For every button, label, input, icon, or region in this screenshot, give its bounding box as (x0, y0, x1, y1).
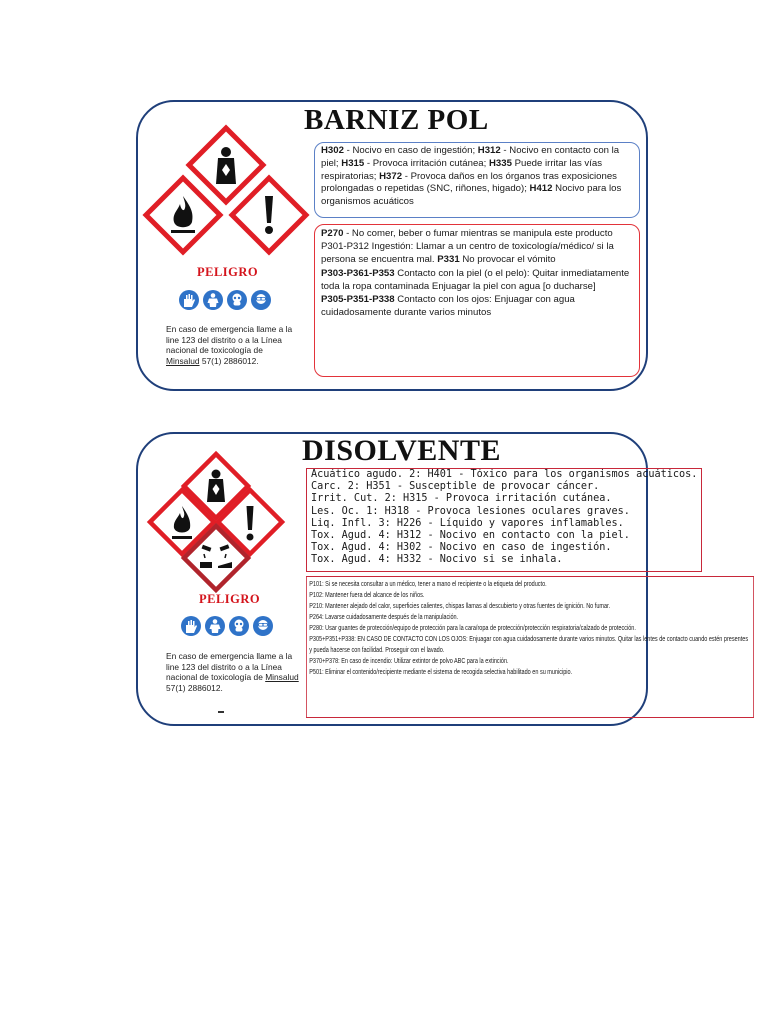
precautionary-statement: P305+P351+P338: EN CASO DE CONTACTO CON LOS OJOS: Enjuagar con agua cuidadosamente durante varios minutos. Quitar las lentes de contacto cuando estén presentes y pueda hacerse con facilidad. Proseguir con el lavado. (309, 636, 749, 654)
precautionary-statement: P270 - No comer, beber o fumar mientras se manipula este producto (321, 228, 613, 239)
precautionary-statement: P501: Eliminar el contenido/recipiente mediante el sistema de recogida selectiva habilitado en su municipio. (309, 669, 573, 676)
goggles-icon (251, 290, 271, 310)
flame-pictogram (146, 178, 220, 252)
precautionary-statement: P101: Si se necesita consultar a un médico, tener a mano el recipiente o la etiqueta del producto. (309, 581, 547, 588)
emergency-text: En caso de emergencia llame a la line 123 del distrito o a la Línea nacional de toxicología de (166, 651, 293, 683)
ministry-name: Minsalud (166, 355, 200, 366)
label-disolvente (136, 432, 749, 726)
ppe-icons (179, 290, 271, 310)
label-barniz-pol (136, 100, 648, 391)
signal-word: PELIGRO (199, 592, 261, 606)
precautionary-statements-box (306, 576, 754, 718)
hazard-statements-box (314, 142, 640, 218)
precautionary-statement: P210: Mantener alejado del calor, superficies calientes, chispas llamas al descubierto y otras fuentes de ignición. No fumar. (309, 603, 611, 610)
precautionary-statement: P280: Usar guantes de protección/equipo de protección para la cara/ropa de protección/protección respiratoria/calzado de protección. (309, 625, 636, 632)
emergency-contact (166, 651, 306, 693)
precautionary-statements-box (314, 224, 640, 377)
signal-word: PELIGRO (197, 265, 259, 279)
hazard-statement: Les. Oc. 1: H318 - Provoca lesiones oculares graves. (311, 505, 630, 517)
gloves-icon (181, 616, 201, 636)
ppe-icons (181, 616, 273, 636)
respirator-icon (229, 616, 249, 636)
stray-mark (218, 711, 224, 713)
hazard-statement: Tox. Agud. 4: H312 - Nocivo en contacto con la piel. (311, 530, 630, 542)
goggles-icon (253, 616, 273, 636)
precautionary-statement: P102: Mantener fuera del alcance de los niños. (309, 592, 425, 599)
precautionary-statement: P305-P351-P338 Contacto con los ojos: Enjuagar con agua cuidadosamente durante varios minutos (321, 294, 575, 319)
product-title: BARNIZ POL (304, 104, 489, 136)
gloves-icon (179, 290, 199, 310)
precautionary-statement: P370+P378: En caso de incendio: Utilizar extintor de polvo ABC para la extinción. (309, 658, 509, 665)
ministry-name: Minsalud (265, 672, 299, 683)
protective-suit-icon (205, 616, 225, 636)
precautionary-statement: P264: Lavarse cuidadosamente después de la manipulación. (309, 614, 459, 621)
product-title: DISOLVENTE (302, 434, 501, 467)
hazard-statements: H302 - Nocivo en caso de ingestión; H312 - Nocivo en contacto con la piel; H315 - Provoca irritación cutánea; H335 Puede irritar las vías respiratorias; H372 - Provoca daños en los órganos tras exposiciones prolongadas o repetidas (SNC, riñones, higado); H412 Nocivo para los organismos acuáticos (321, 145, 622, 208)
precautionary-statement: P301-P312 Ingestión: Llamar a un centro de toxicología/médico/ si la persona se encuentra mal. P331 No provocar el vómito (321, 241, 614, 266)
protective-suit-icon (203, 290, 223, 310)
precautionary-statement: P303-P361-P353 Contacto con la piel (o el pelo): Quitar inmediatamente toda la ropa contaminada Enjuagar la piel con agua [o ducharse] (321, 267, 630, 292)
emergency-contact (166, 324, 296, 366)
emergency-phone: 57(1) 2886012. (201, 355, 259, 366)
hazard-statement: Tox. Agud. 4: H302 - Nocivo en caso de ingestión. (311, 542, 612, 554)
ghs-pictograms (144, 450, 294, 580)
hazard-statement: Irrit. Cut. 2: H315 - Provoca irritación cutánea. (311, 493, 612, 505)
exclamation-pictogram (232, 178, 306, 252)
respirator-icon (227, 290, 247, 310)
health-hazard-pictogram (189, 128, 263, 202)
hazard-statement: Tox. Agud. 4: H332 - Nocivo si se inhala. (311, 554, 563, 566)
hazard-statements-box (306, 468, 702, 572)
hazard-statement: Liq. Infl. 3: H226 - Líquido y vapores inflamables. (311, 517, 624, 529)
hazard-statement: Acuático agudo. 2: H401 - Tóxico para los organismos acuáticos. (311, 469, 698, 480)
emergency-text: En caso de emergencia llame a la line 123 del distrito o a la Línea nacional de toxicología de (166, 324, 293, 356)
hazard-statement: Carc. 2: H351 - Susceptible de provocar cáncer. (311, 481, 600, 493)
ghs-pictograms (138, 126, 308, 266)
emergency-phone: 57(1) 2886012. (166, 682, 223, 693)
